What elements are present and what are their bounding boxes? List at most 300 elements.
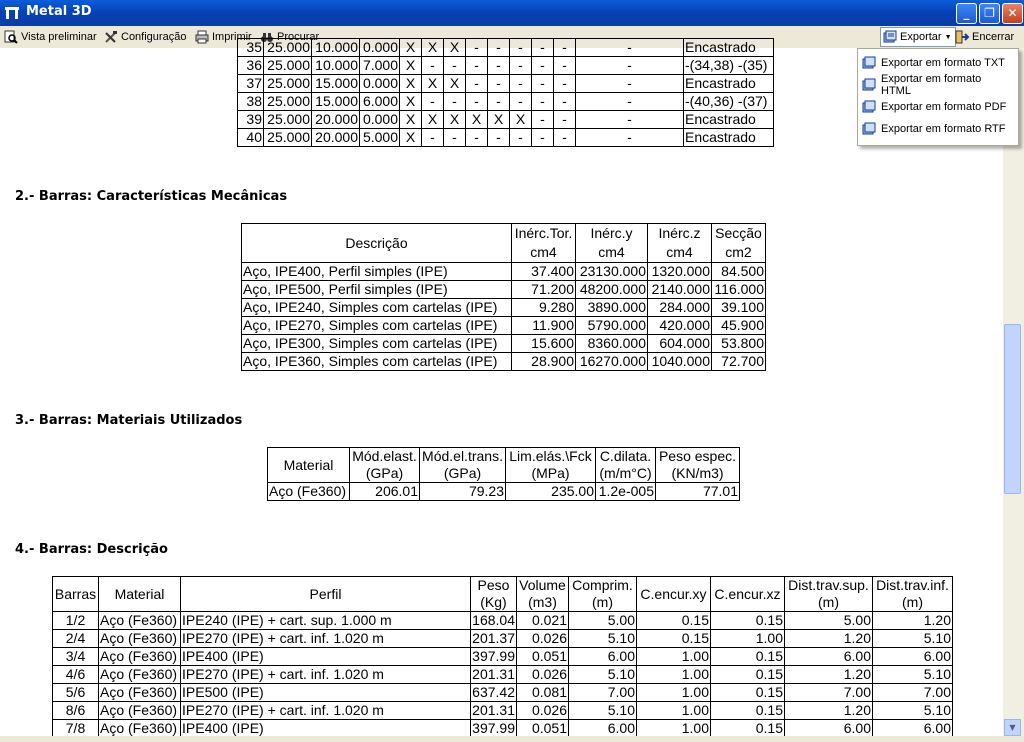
table-cell: - bbox=[510, 57, 532, 75]
header-text: (Kg) bbox=[480, 594, 507, 610]
header-cell bbox=[656, 448, 740, 483]
table-cell: X bbox=[400, 111, 422, 129]
table-cell: - bbox=[576, 111, 684, 129]
table-cell: 5.10 bbox=[873, 702, 953, 720]
table-cell: - bbox=[576, 93, 684, 111]
header-text: Mód.elast. bbox=[352, 448, 417, 464]
table-cell: 25.000 bbox=[264, 93, 312, 111]
table-cell: 5/6 bbox=[53, 684, 99, 702]
table-row bbox=[242, 299, 766, 317]
table-cell: Aço, IPE500, Perfil simples (IPE) bbox=[242, 281, 512, 299]
header-cell bbox=[53, 577, 99, 612]
table-cell: 0.026 bbox=[517, 702, 569, 720]
table-cell: 10.000 bbox=[312, 39, 360, 57]
table-cell: 0.081 bbox=[517, 684, 569, 702]
table-cell: - bbox=[532, 57, 554, 75]
header-cell: Inérc.Tor. cm4 bbox=[512, 224, 576, 263]
table-cell: 6.000 bbox=[360, 93, 400, 111]
header-text: (m) bbox=[818, 594, 839, 610]
table-cell: 5.10 bbox=[873, 666, 953, 684]
header-text: (GPa) bbox=[365, 465, 404, 481]
table-cell: 84.500 bbox=[712, 263, 766, 281]
header-text: Mód.el.trans. bbox=[422, 448, 503, 464]
config-label: Configuração bbox=[121, 31, 187, 43]
header-text: Dist.trav.sup. bbox=[788, 577, 869, 593]
table-cell: 0.000 bbox=[360, 39, 400, 57]
table-cell: X bbox=[400, 39, 422, 57]
table-cell: 420.000 bbox=[648, 317, 712, 335]
chevron-down-icon: ▼ bbox=[944, 33, 952, 41]
export-menu bbox=[857, 48, 1019, 146]
table-cell: 1320.000 bbox=[648, 263, 712, 281]
table-cell: 1.00 bbox=[637, 666, 711, 684]
table-cell: 7.000 bbox=[360, 57, 400, 75]
status-strip bbox=[0, 736, 1024, 742]
table-cell: 7/8 bbox=[53, 720, 99, 738]
table-cell: 3/4 bbox=[53, 648, 99, 666]
table-cell: 15.000 bbox=[312, 75, 360, 93]
header-text: (GPa) bbox=[443, 465, 482, 481]
header-cell: Secção cm2 bbox=[712, 224, 766, 263]
table-cell: X bbox=[422, 39, 444, 57]
header-text: Comprim. bbox=[572, 577, 633, 593]
table-cell: 20.000 bbox=[312, 111, 360, 129]
config-button[interactable] bbox=[104, 29, 186, 45]
nodes-table bbox=[237, 38, 774, 147]
table-row bbox=[242, 281, 766, 299]
bars-description-table bbox=[52, 576, 953, 738]
table-row bbox=[242, 335, 766, 353]
table-cell: 201.37 bbox=[472, 630, 515, 646]
table-cell: 1.20 bbox=[785, 666, 873, 684]
table-cell: - bbox=[532, 75, 554, 93]
table-cell: - bbox=[488, 75, 510, 93]
table-cell: IPE270 (IPE) + cart. inf. 1.020 m bbox=[181, 630, 471, 648]
export-doc-icon bbox=[862, 100, 876, 114]
table-row bbox=[238, 111, 774, 129]
table-cell: - bbox=[488, 93, 510, 111]
table-header-row bbox=[242, 224, 766, 263]
table-cell: 5.10 bbox=[873, 630, 953, 648]
table-cell: 71.200 bbox=[512, 281, 576, 299]
export-pdf-label: Exportar em formato PDF bbox=[881, 101, 1007, 113]
table-row bbox=[238, 39, 774, 57]
table-cell: - bbox=[576, 39, 684, 57]
table-cell: 37 bbox=[238, 75, 264, 93]
table-cell: - bbox=[554, 93, 576, 111]
table-cell: - bbox=[532, 111, 554, 129]
table-cell: 0.15 bbox=[711, 612, 785, 630]
table-cell: 0.15 bbox=[637, 612, 711, 630]
table-cell: 1.00 bbox=[637, 702, 711, 720]
export-txt-item[interactable] bbox=[862, 53, 1012, 73]
header-cell bbox=[517, 577, 569, 612]
header-text: Dist.trav.inf. bbox=[876, 577, 949, 593]
table-cell: Aço (Fe360) bbox=[99, 720, 181, 738]
table-cell: - bbox=[422, 129, 444, 147]
table-cell: Aço (Fe360) bbox=[99, 630, 181, 648]
table-cell: 116.000 bbox=[712, 281, 766, 299]
table-cell: 1.00 bbox=[711, 630, 785, 648]
table-cell: 5.10 bbox=[569, 702, 637, 720]
table-cell: - bbox=[554, 39, 576, 57]
scroll-down-arrow-icon[interactable]: ▼ bbox=[1004, 719, 1021, 736]
export-html-item[interactable] bbox=[862, 75, 1012, 95]
header-cell bbox=[268, 448, 350, 483]
table-cell: 25.000 bbox=[264, 111, 312, 129]
header-cell bbox=[181, 577, 471, 612]
table-cell: Aço, IPE240, Simples com cartelas (IPE) bbox=[242, 299, 512, 317]
table-cell: 0.021 bbox=[517, 612, 569, 630]
report-content bbox=[0, 39, 1003, 736]
table-cell: - bbox=[444, 57, 466, 75]
header-cell bbox=[350, 448, 420, 483]
table-cell: - bbox=[488, 129, 510, 147]
table-cell: 8/6 bbox=[53, 702, 99, 720]
export-label: Exportar bbox=[900, 31, 942, 43]
table-cell: 1.00 bbox=[637, 720, 711, 738]
export-doc-icon bbox=[862, 122, 876, 136]
table-cell: 0.15 bbox=[637, 630, 711, 648]
table-cell: 40 bbox=[238, 129, 264, 147]
header-text: Peso espec. bbox=[658, 448, 737, 464]
table-cell: -(34,38) -(35) bbox=[684, 57, 774, 75]
table-cell: 6.00 bbox=[785, 720, 873, 738]
table-cell: Encastrado bbox=[684, 39, 774, 57]
header-text: (KN/m3) bbox=[671, 465, 724, 481]
table-cell: 7.00 bbox=[569, 684, 637, 702]
table-row bbox=[53, 684, 953, 702]
table-cell: - bbox=[576, 129, 684, 147]
table-cell: Aço (Fe360) bbox=[99, 684, 181, 702]
table-row bbox=[53, 648, 953, 666]
table-cell: IPE400 (IPE) bbox=[181, 720, 471, 738]
table-cell: Encastrado bbox=[684, 75, 774, 93]
export-pdf-item[interactable] bbox=[862, 97, 1012, 117]
table-cell: 206.01 bbox=[350, 483, 420, 501]
table-cell: Aço, IPE360, Simples com cartelas (IPE) bbox=[242, 353, 512, 371]
table-cell: Aço, IPE300, Simples com cartelas (IPE) bbox=[242, 335, 512, 353]
table-cell: 10.000 bbox=[312, 57, 360, 75]
table-cell: 0.000 bbox=[360, 111, 400, 129]
preview-icon bbox=[4, 30, 18, 44]
table-cell: - bbox=[488, 39, 510, 57]
table-cell: 235.00 bbox=[506, 483, 596, 501]
table-row bbox=[53, 720, 953, 738]
table-cell: 6.00 bbox=[785, 648, 873, 666]
materials-table bbox=[267, 447, 740, 501]
table-cell: IPE500 (IPE) bbox=[181, 684, 471, 702]
table-cell: X bbox=[444, 39, 466, 57]
close-report-button[interactable] bbox=[955, 29, 1014, 45]
table-cell: 15.600 bbox=[512, 335, 576, 353]
table-cell: - bbox=[576, 57, 684, 75]
table-cell: - bbox=[554, 57, 576, 75]
table-cell: X bbox=[488, 111, 510, 129]
table-cell: 0.15 bbox=[711, 684, 785, 702]
table-cell: 1.20 bbox=[785, 630, 873, 648]
table-cell: IPE400 (IPE) bbox=[181, 648, 471, 666]
table-cell: 48200.000 bbox=[576, 281, 648, 299]
table-cell: X bbox=[510, 111, 532, 129]
section-2-title: 2.- Barras: Características Mecânicas bbox=[15, 189, 288, 204]
printer-icon bbox=[195, 30, 209, 44]
table-cell: 1/2 bbox=[53, 612, 99, 630]
export-txt-label: Exportar em formato TXT bbox=[881, 57, 1005, 69]
header-cell bbox=[99, 577, 181, 612]
table-cell: 1.00 bbox=[637, 648, 711, 666]
table-row bbox=[53, 666, 953, 684]
table-cell: 5.10 bbox=[569, 630, 637, 648]
table-cell: X bbox=[444, 111, 466, 129]
table-cell: - bbox=[554, 111, 576, 129]
close-report-label: Encerrar bbox=[972, 31, 1015, 43]
table-cell: 25.000 bbox=[264, 75, 312, 93]
table-cell: 5.00 bbox=[785, 612, 873, 630]
table-cell: 6.00 bbox=[569, 720, 637, 738]
table-cell: 77.01 bbox=[656, 483, 740, 501]
export-icon bbox=[883, 30, 897, 44]
table-cell: X bbox=[444, 75, 466, 93]
table-row bbox=[238, 129, 774, 147]
table-cell: Aço (Fe360) bbox=[99, 666, 181, 684]
table-cell: Encastrado bbox=[684, 129, 774, 147]
header-cell bbox=[471, 577, 517, 612]
mechanical-properties-table bbox=[241, 223, 766, 371]
table-cell: - bbox=[422, 93, 444, 111]
minimize-button[interactable]: _ bbox=[956, 3, 977, 24]
table-cell: - bbox=[466, 75, 488, 93]
table-cell: 397.99 bbox=[472, 648, 515, 664]
header-cell bbox=[637, 577, 711, 612]
app-icon bbox=[4, 6, 20, 20]
table-cell: 45.900 bbox=[712, 317, 766, 335]
table-cell: 637.42 bbox=[472, 684, 515, 700]
table-cell: Aço (Fe360) bbox=[99, 648, 181, 666]
header-cell bbox=[711, 577, 785, 612]
table-cell: X bbox=[400, 93, 422, 111]
table-cell: - bbox=[532, 39, 554, 57]
table-cell: 6.00 bbox=[873, 720, 953, 738]
table-row bbox=[53, 702, 953, 720]
table-row bbox=[53, 630, 953, 648]
table-cell: - bbox=[466, 93, 488, 111]
table-cell: 39.100 bbox=[712, 299, 766, 317]
table-cell: - bbox=[532, 93, 554, 111]
header-text: Material bbox=[283, 456, 334, 473]
table-cell: - bbox=[466, 39, 488, 57]
table-cell: 35 bbox=[238, 39, 264, 57]
section-3-title: 3.- Barras: Materiais Utilizados bbox=[15, 413, 243, 428]
table-cell: 0.15 bbox=[711, 720, 785, 738]
table-cell: 201.31 bbox=[472, 666, 515, 682]
table-cell: 5.00 bbox=[569, 612, 637, 630]
table-row bbox=[242, 353, 766, 371]
header-cell bbox=[873, 577, 953, 612]
table-cell: Encastrado bbox=[684, 111, 774, 129]
header-cell bbox=[506, 448, 596, 483]
table-row bbox=[238, 57, 774, 75]
export-rtf-label: Exportar em formato RTF bbox=[881, 123, 1006, 135]
table-cell: 201.31 bbox=[472, 702, 515, 718]
table-cell: 1.00 bbox=[637, 684, 711, 702]
section-4-title: 4.- Barras: Descrição bbox=[15, 542, 168, 557]
table-cell: - bbox=[510, 129, 532, 147]
table-cell: 53.800 bbox=[712, 335, 766, 353]
table-cell: 397.99 bbox=[472, 720, 515, 736]
table-cell: 6.00 bbox=[873, 648, 953, 666]
table-cell: X bbox=[400, 57, 422, 75]
table-cell: 3890.000 bbox=[576, 299, 648, 317]
header-cell: Inérc.z cm4 bbox=[648, 224, 712, 263]
table-cell: 2/4 bbox=[53, 630, 99, 648]
table-cell: - bbox=[422, 57, 444, 75]
table-cell: - bbox=[466, 57, 488, 75]
table-cell: 37.400 bbox=[512, 263, 576, 281]
export-html-label: Exportar em formato HTML bbox=[881, 73, 982, 97]
title-bar bbox=[0, 0, 1024, 26]
header-text: (m) bbox=[902, 594, 923, 610]
header-text: Lim.elás.\Fck bbox=[509, 448, 592, 464]
table-row bbox=[242, 263, 766, 281]
header-text: Material bbox=[114, 585, 165, 602]
maximize-button[interactable]: ❐ bbox=[979, 3, 1000, 24]
table-cell: IPE270 (IPE) + cart. inf. 1.020 m bbox=[181, 666, 471, 684]
header-text: (m3) bbox=[528, 594, 557, 610]
header-text: Barras bbox=[54, 585, 97, 602]
table-cell: 0.051 bbox=[517, 648, 569, 666]
table-cell: - bbox=[532, 129, 554, 147]
table-cell: 16270.000 bbox=[576, 353, 648, 371]
preview-label: Vista preliminar bbox=[21, 31, 97, 43]
export-rtf-item[interactable] bbox=[862, 119, 1012, 139]
table-cell: 7.00 bbox=[873, 684, 953, 702]
table-cell: 0.15 bbox=[711, 666, 785, 684]
header-text: (m/m°C) bbox=[599, 465, 652, 481]
close-button[interactable]: ✕ bbox=[1002, 3, 1023, 24]
table-row bbox=[238, 75, 774, 93]
table-row bbox=[268, 483, 740, 501]
exit-door-icon bbox=[955, 30, 969, 44]
table-cell: 38 bbox=[238, 93, 264, 111]
table-cell: 6.00 bbox=[569, 648, 637, 666]
table-cell: 36 bbox=[238, 57, 264, 75]
table-cell: 284.000 bbox=[648, 299, 712, 317]
table-cell: 72.700 bbox=[712, 353, 766, 371]
table-cell: 2140.000 bbox=[648, 281, 712, 299]
table-cell: 0.026 bbox=[517, 630, 569, 648]
table-cell: - bbox=[488, 57, 510, 75]
table-cell: 28.900 bbox=[512, 353, 576, 371]
table-cell: 168.04 bbox=[472, 612, 515, 628]
table-cell: 1040.000 bbox=[648, 353, 712, 371]
table-cell: IPE240 (IPE) + cart. sup. 1.000 m bbox=[181, 612, 471, 630]
table-header-row bbox=[53, 577, 953, 612]
table-cell: 0.15 bbox=[711, 648, 785, 666]
table-row bbox=[238, 93, 774, 111]
header-cell bbox=[785, 577, 873, 612]
table-cell: 1.2e-005 bbox=[596, 483, 656, 501]
table-cell: 1.20 bbox=[785, 702, 873, 720]
header-text: Perfil bbox=[309, 585, 342, 602]
table-cell: - bbox=[444, 93, 466, 111]
header-cell: Descrição bbox=[242, 224, 512, 263]
export-doc-icon bbox=[862, 56, 876, 70]
preview-button[interactable] bbox=[4, 29, 97, 45]
table-cell: - bbox=[510, 39, 532, 57]
table-cell: 25.000 bbox=[264, 57, 312, 75]
window-title: Metal 3D bbox=[26, 4, 92, 19]
table-cell: 20.000 bbox=[312, 129, 360, 147]
table-row bbox=[242, 317, 766, 335]
table-cell: 1.20 bbox=[873, 612, 953, 630]
header-text: (MPa) bbox=[531, 465, 570, 481]
table-cell: 0.026 bbox=[517, 666, 569, 684]
table-cell: 0.15 bbox=[711, 702, 785, 720]
table-cell: - bbox=[554, 75, 576, 93]
header-text: C.dilata. bbox=[599, 448, 652, 464]
table-cell: 0.000 bbox=[360, 75, 400, 93]
table-cell: 25.000 bbox=[264, 129, 312, 147]
table-cell: Aço (Fe360) bbox=[99, 612, 181, 630]
table-cell: -(40,36) -(37) bbox=[684, 93, 774, 111]
header-cell bbox=[569, 577, 637, 612]
table-cell: - bbox=[554, 129, 576, 147]
table-cell: X bbox=[400, 75, 422, 93]
scrollbar-thumb[interactable] bbox=[1004, 324, 1021, 494]
table-cell: 25.000 bbox=[264, 39, 312, 57]
table-cell: - bbox=[510, 75, 532, 93]
table-cell: - bbox=[510, 93, 532, 111]
table-cell: Aço, IPE270, Simples com cartelas (IPE) bbox=[242, 317, 512, 335]
header-text: C.encur.xz bbox=[714, 585, 781, 602]
table-cell: X bbox=[422, 111, 444, 129]
table-cell: 15.000 bbox=[312, 93, 360, 111]
table-cell: 0.051 bbox=[517, 720, 569, 738]
print-label: Imprimir bbox=[212, 31, 252, 43]
export-button[interactable] bbox=[880, 27, 956, 47]
header-cell bbox=[596, 448, 656, 483]
table-cell: - bbox=[466, 129, 488, 147]
export-doc-icon bbox=[862, 78, 876, 92]
table-cell: IPE270 (IPE) + cart. inf. 1.020 m bbox=[181, 702, 471, 720]
header-text: (m) bbox=[592, 594, 613, 610]
header-cell: Inérc.y cm4 bbox=[576, 224, 648, 263]
table-cell: 11.900 bbox=[512, 317, 576, 335]
table-cell: 39 bbox=[238, 111, 264, 129]
table-cell: Aço (Fe360) bbox=[268, 483, 350, 501]
table-cell: 23130.000 bbox=[576, 263, 648, 281]
table-cell: 7.00 bbox=[785, 684, 873, 702]
table-cell: 5.000 bbox=[360, 129, 400, 147]
table-cell: - bbox=[576, 75, 684, 93]
table-cell: 5.10 bbox=[569, 666, 637, 684]
table-cell: - bbox=[444, 129, 466, 147]
table-cell: Aço (Fe360) bbox=[99, 702, 181, 720]
header-text: C.encur.xy bbox=[640, 585, 707, 602]
table-cell: 79.23 bbox=[420, 483, 506, 501]
table-cell: X bbox=[400, 129, 422, 147]
table-cell: 604.000 bbox=[648, 335, 712, 353]
table-cell: 9.280 bbox=[512, 299, 576, 317]
search-label: Procurar bbox=[277, 31, 320, 43]
table-cell: Aço, IPE400, Perfil simples (IPE) bbox=[242, 263, 512, 281]
table-cell: X bbox=[422, 75, 444, 93]
table-cell: X bbox=[466, 111, 488, 129]
table-cell: 4/6 bbox=[53, 666, 99, 684]
header-text: Peso bbox=[477, 577, 510, 593]
tools-icon bbox=[104, 30, 118, 44]
